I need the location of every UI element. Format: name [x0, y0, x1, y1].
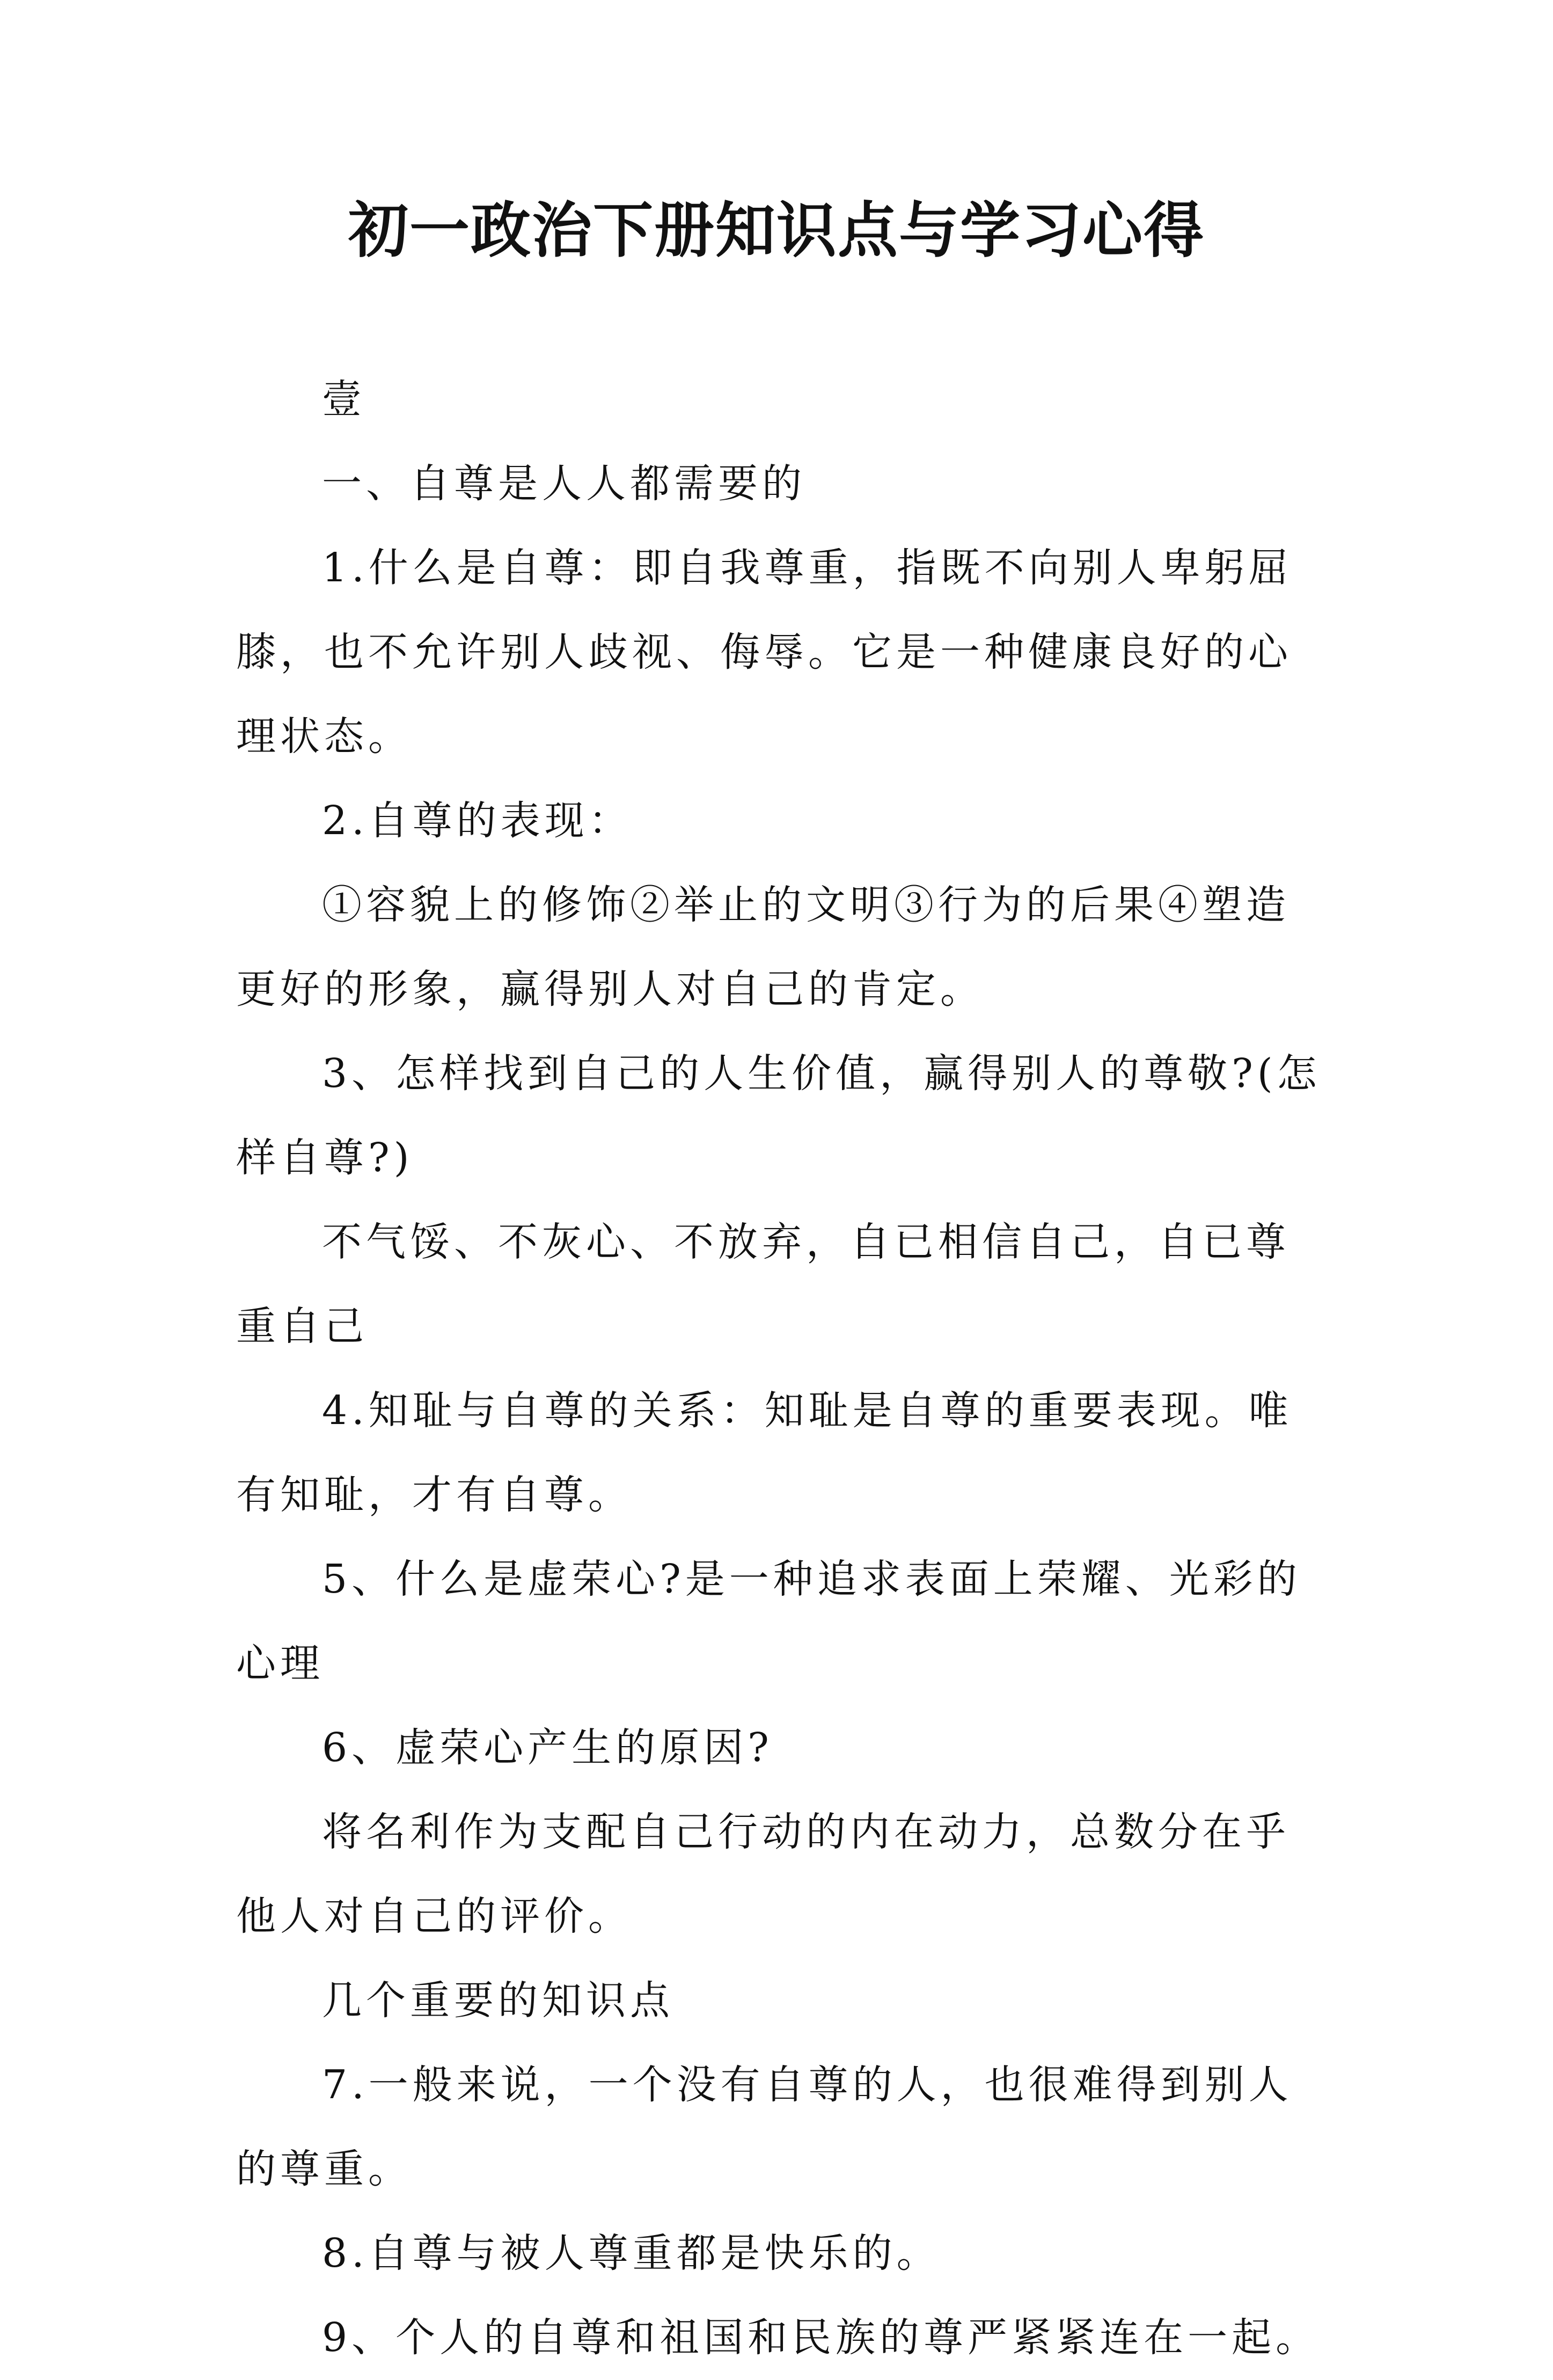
paragraph-2: 2.自尊的表现：: [322, 798, 633, 844]
section-heading: 一、自尊是人人都需要的: [322, 461, 806, 507]
paragraph-3-detail: 不气馁、不灰心、不放弃，自已相信自己，自已尊重自己: [236, 1219, 1290, 1349]
paragraph-4: 4.知耻与自尊的关系：知耻是自尊的重要表现。唯有知耻，才有自尊。: [236, 1388, 1293, 1518]
paragraph-6: 6、虚荣心产生的原因?: [322, 1725, 773, 1771]
paragraph-6-detail: 将名利作为支配自己行动的内在动力，总数分在乎他人对自己的评价。: [236, 1809, 1290, 1939]
document-title: 初一政治下册知识点与学习心得: [348, 195, 1205, 266]
paragraph-2-detail: ①容貌上的修饰②举止的文明③行为的后果④塑造更好的形象，赢得别人对自己的肯定。: [236, 882, 1290, 1012]
paragraph-9: 9、个人的自尊和祖国和民族的尊严紧紧连在一起。: [322, 2315, 1320, 2361]
paragraph-1: 1.什么是自尊：即自我尊重，指既不向别人卑躬屈膝，也不允许别人歧视、侮辱。它是一种健康良好的心理状态。: [236, 545, 1293, 760]
section-marker: 壹: [322, 376, 366, 422]
paragraph-5: 5、什么是虚荣心?是一种追求表面上荣耀、光彩的心理: [236, 1556, 1301, 1687]
subsection-heading: 几个重要的知识点: [322, 1977, 674, 2024]
paragraph-8: 8.自尊与被人尊重都是快乐的。: [322, 2230, 941, 2276]
paragraph-3: 3、怎样找到自己的人生价值，赢得别人的尊敬?(怎样自尊?): [236, 1050, 1321, 1181]
document-body: [236, 357, 1331, 2380]
paragraph-7: 7.一般来说，一个没有自尊的人，也很难得到别人的尊重。: [236, 2062, 1293, 2192]
